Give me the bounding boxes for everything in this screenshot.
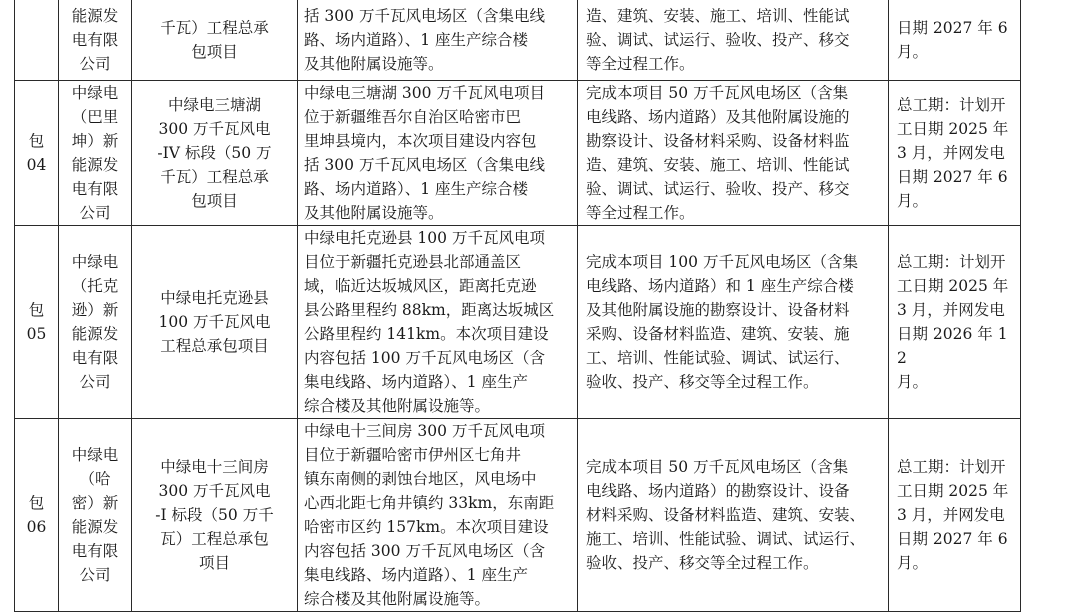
project-name-cell: 中绿电托克逊县 100 万千瓦风电 工程总承包项目 (132, 226, 298, 419)
work-content-cell: 完成本项目 50 万千瓦风电场区（含集 电线路、场内道路）的勘察设计、设备 材料采购、设备材料监造、建筑、安装、 施工、培训、性能试验、调试、试运行、 验收、投产、移交等全过程工作。 (578, 419, 889, 612)
project-name-cell: 中绿电三塘湖 300 万千瓦风电 -IV 标段（50 万 千瓦）工程总承 包项目 (132, 81, 298, 226)
project-package-table (14, 0, 1021, 612)
construction-period-cell: 日期 2027 年 6 月。 (889, 0, 1021, 81)
table-row (15, 226, 1021, 419)
table-row (15, 419, 1021, 612)
table-row (15, 81, 1021, 226)
work-content-cell: 造、建筑、安装、施工、培训、性能试 验、调试、试运行、验收、投产、移交 等全过程工作。 (578, 0, 889, 81)
package-cell (15, 0, 59, 81)
org-cell: 能源发 电有限 公司 (59, 0, 132, 81)
table-row (15, 0, 1021, 81)
project-scope-cell: 中绿电十三间房 300 万千瓦风电项 目位于新疆哈密市伊州区七角井 镇东南侧的剥蚀台地区，风电场中 心西北距七角井镇约 33km，东南距 哈密市区约 157km。本次项目建设 内容包括 300 万千瓦风电场区（含 集电线路、场内道路）、1 座生产 综合楼及其他附属设施等。 (298, 419, 578, 612)
project-name-cell: 中绿电十三间房 300 万千瓦风电 -I 标段（50 万千 瓦）工程总承包 项目 (132, 419, 298, 612)
project-name-cell: 千瓦）工程总承 包项目 (132, 0, 298, 81)
construction-period-cell: 总工期：计划开 工日期 2025 年 3 月，并网发电 日期 2027 年 6 月。 (889, 81, 1021, 226)
org-cell: 中绿电 （巴里 坤）新 能源发 电有限 公司 (59, 81, 132, 226)
work-content-cell: 完成本项目 50 万千瓦风电场区（含集 电线路、场内道路）及其他附属设施的 勘察设计、设备材料采购、设备材料监 造、建筑、安装、施工、培训、性能试 验、调试、试运行、验收、投产、移交 等全过程工作。 (578, 81, 889, 226)
package-cell: 包 04 (15, 81, 59, 226)
work-content-cell: 完成本项目 100 万千瓦风电场区（含集 电线路、场内道路）和 1 座生产综合楼 及其他附属设施的勘察设计、设备材料 采购、设备材料监造、建筑、安装、施 工、培训、性能试验、调试、试运行、 验收、投产、移交等全过程工作。 (578, 226, 889, 419)
org-cell: 中绿电 （哈 密）新 能源发 电有限 公司 (59, 419, 132, 612)
package-cell: 包 05 (15, 226, 59, 419)
construction-period-cell: 总工期：计划开 工日期 2025 年 3 月，并网发电 日期 2026 年 12 月。 (889, 226, 1021, 419)
project-scope-cell: 中绿电三塘湖 300 万千瓦风电项目 位于新疆维吾尔自治区哈密市巴 里坤县境内，本次项目建设内容包 括 300 万千瓦风电场区（含集电线 路、场内道路）、1 座生产综合楼 及其他附属设施等。 (298, 81, 578, 226)
project-scope-cell: 中绿电托克逊县 100 万千瓦风电项 目位于新疆托克逊县北部通盖区 域，临近达坂城风区，距离托克逊 县公路里程约 88km，距离达坂城区 公路里程约 141km。本次项目建设 内容包括 100 万千瓦风电场区（含 集电线路、场内道路）、1 座生产 综合楼及其他附属设施等。 (298, 226, 578, 419)
org-cell: 中绿电 （托克 逊）新 能源发 电有限 公司 (59, 226, 132, 419)
project-scope-cell: 括 300 万千瓦风电场区（含集电线 路、场内道路）、1 座生产综合楼 及其他附属设施等。 (298, 0, 578, 81)
construction-period-cell: 总工期：计划开 工日期 2025 年 3 月，并网发电 日期 2027 年 6 月。 (889, 419, 1021, 612)
package-cell: 包 06 (15, 419, 59, 612)
